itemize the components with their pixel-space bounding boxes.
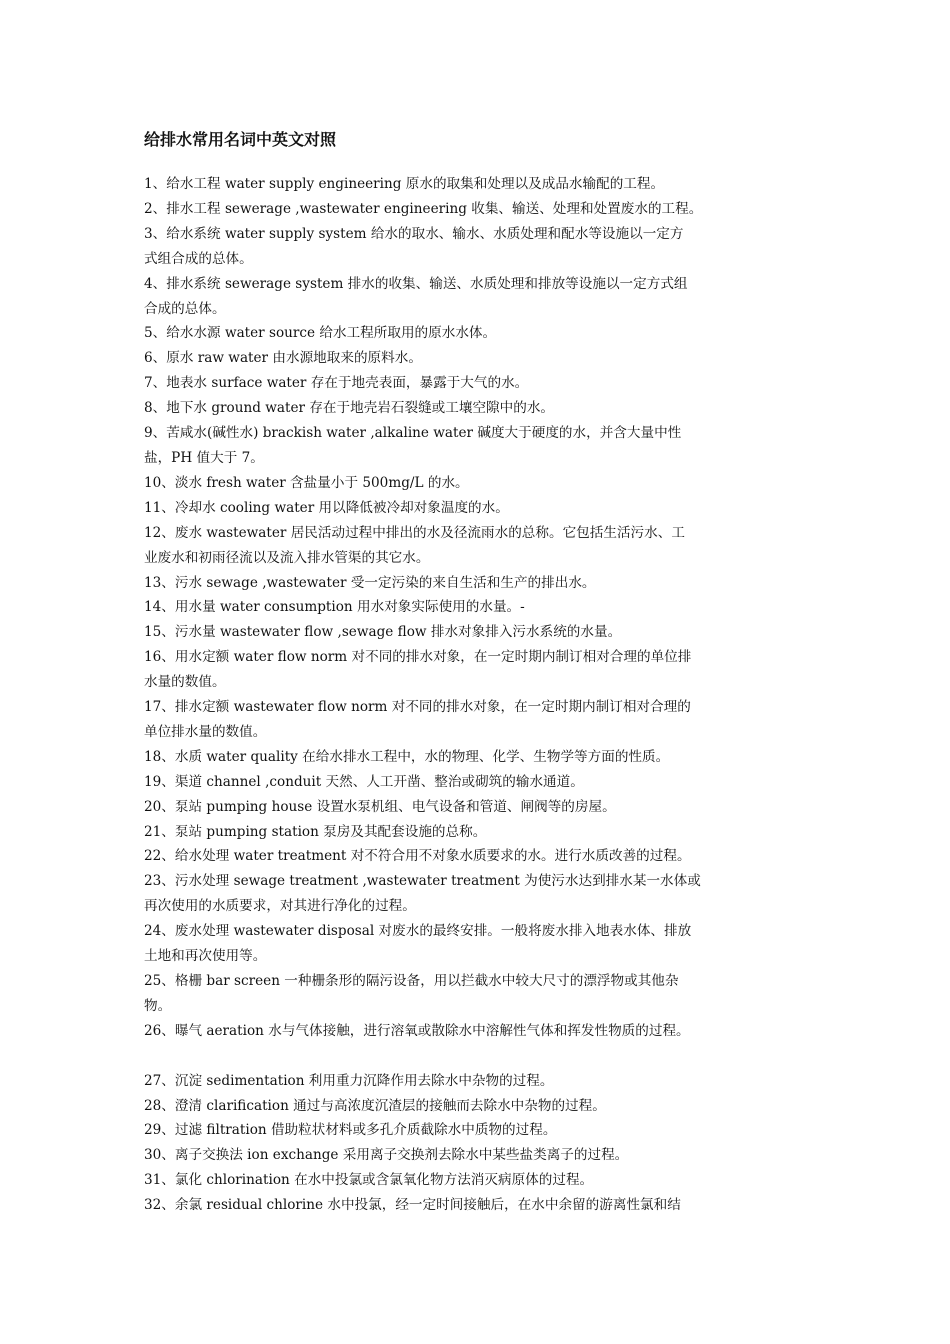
glossary-entry-continuation: 业废水和初雨径流以及流入排水管渠的其它水。	[144, 549, 430, 566]
glossary-entry: 31、氯化 chlorination 在水中投氯或含氯氧化物方法消灭病原体的过程。	[144, 1172, 594, 1189]
glossary-entry: 22、给水处理 water treatment 对不符合用不对象水质要求的水。进行水质改善的过程。	[144, 848, 691, 865]
glossary-entry: 18、水质 water quality 在给水排水工程中，水的物理、化学、生物学等方面的性质。	[144, 748, 670, 765]
glossary-entry: 17、排水定额 wastewater flow norm 对不同的排水对象，在一定时期内制订相对合理的	[144, 699, 691, 716]
glossary-entry: 12、废水 wastewater 居民活动过程中排出的水及径流雨水的总称。它包括生活污水、工	[144, 524, 685, 541]
glossary-entry-continuation: 再次使用的水质要求，对其进行净化的过程。	[144, 898, 416, 915]
glossary-entry: 30、离子交换法 ion exchange 采用离子交换剂去除水中某些盐类离子的过程。	[144, 1147, 629, 1164]
glossary-entry: 19、渠道 channel ,conduit 天然、人工开凿、整治或砌筑的输水通道。	[144, 773, 584, 790]
glossary-entry-continuation: 物。	[144, 997, 172, 1014]
glossary-entry: 2、排水工程 sewerage ,wastewater engineering 收集、输送、处理和处置废水的工程。	[144, 200, 703, 217]
glossary-entry: 5、给水水源 water source 给水工程所取用的原水水体。	[144, 325, 497, 342]
glossary-entry: 15、污水量 wastewater flow ,sewage flow 排水对象排入污水系统的水量。	[144, 624, 622, 641]
glossary-entry-continuation: 盐，PH 值大于 7。	[144, 449, 264, 466]
glossary-entry: 10、淡水 fresh water 含盐量小于 500mg/L 的水。	[144, 474, 469, 491]
glossary-entry: 26、曝气 aeration 水与气体接触，进行溶氧或散除水中溶解性气体和挥发性物质的过程。	[144, 1022, 690, 1039]
glossary-entry: 16、用水定额 water flow norm 对不同的排水对象，在一定时期内制订相对合理的单位排	[144, 649, 692, 666]
glossary-entry: 3、给水系统 water supply system 给水的取水、输水、水质处理和配水等设施以一定方	[144, 225, 684, 242]
glossary-entry: 29、过滤 filtration 借助粒状材料或多孔介质截除水中质物的过程。	[144, 1122, 557, 1139]
glossary-entry: 28、澄清 clarification 通过与高浓度沉渣层的接触而去除水中杂物的过程。	[144, 1097, 606, 1114]
glossary-entry: 25、格栅 bar screen 一种栅条形的隔污设备，用以拦截水中较大尺寸的漂浮物或其他杂	[144, 973, 679, 989]
glossary-entry: 1、给水工程 water supply engineering 原水的取集和处理以及成品水输配的工程。	[144, 176, 665, 192]
glossary-entry: 14、用水量 water consumption 用水对象实际使用的水量。-	[144, 599, 525, 616]
glossary-entry-continuation: 合成的总体。	[144, 300, 226, 317]
glossary-entry: 27、沉淀 sedimentation 利用重力沉降作用去除水中杂物的过程。	[144, 1072, 554, 1089]
glossary-entry: 4、排水系统 sewerage system 排水的收集、输送、水质处理和排放等设施以一定方式组	[144, 275, 688, 292]
glossary-entry-continuation: 水量的数值。	[144, 674, 226, 691]
glossary-entry: 13、污水 sewage ,wastewater 受一定污染的来自生活和生产的排出水。	[144, 574, 596, 591]
glossary-entry: 21、泵站 pumping station 泵房及其配套设施的总称。	[144, 823, 487, 840]
glossary-entry-continuation: 土地和再次使用等。	[144, 948, 267, 965]
glossary-entry: 23、污水处理 sewage treatment ,wastewater treatment 为使污水达到排水某一水体或	[144, 873, 701, 890]
glossary-entry: 24、废水处理 wastewater disposal 对废水的最终安排。一般将废水排入地表水体、排放	[144, 923, 692, 940]
glossary-entry-continuation: 式组合成的总体。	[144, 250, 253, 267]
glossary-entry: 6、原水 raw water 由水源地取来的原料水。	[144, 350, 422, 367]
glossary-entry: 8、地下水 ground water 存在于地壳岩石裂缝或工壤空隙中的水。	[144, 400, 555, 417]
glossary-entry: 20、泵站 pumping house 设置水泵机组、电气设备和管道、闸阀等的房屋。	[144, 798, 616, 815]
glossary-entry-continuation: 单位排水量的数值。	[144, 723, 267, 740]
glossary-entry: 11、冷却水 cooling water 用以降低被冷却对象温度的水。	[144, 499, 509, 516]
glossary-entry: 7、地表水 surface water 存在于地壳表面，暴露于大气的水。	[144, 375, 529, 392]
glossary-entry: 32、余氯 residual chlorine 水中投氯，经一定时间接触后，在水中余留的游离性氯和结	[144, 1197, 681, 1214]
document-title: 给排水常用名词中英文对照	[144, 130, 337, 149]
glossary-entry: 9、苦咸水(碱性水) brackish water ,alkaline water 碱度大于硬度的水，并含大量中性	[144, 425, 682, 442]
glossary-list	[144, 172, 824, 1218]
